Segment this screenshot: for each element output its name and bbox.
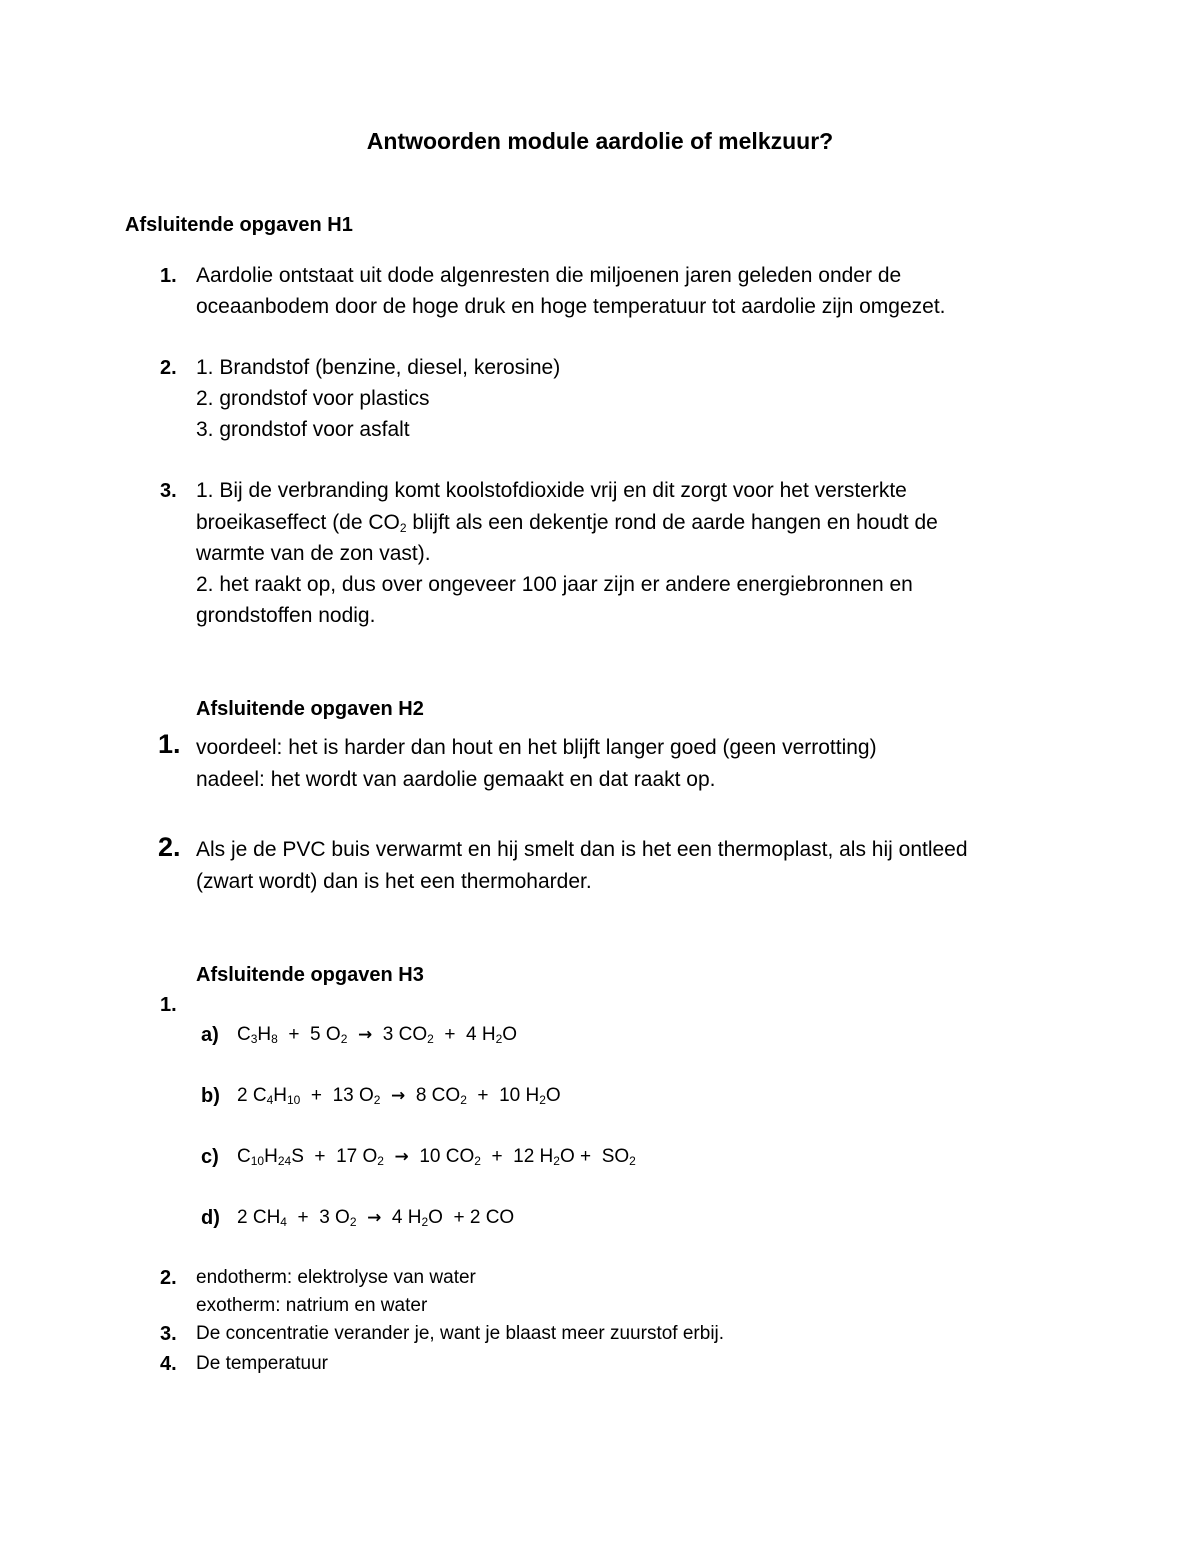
question-number: 1. bbox=[160, 994, 177, 1016]
page-title: Antwoorden module aardolie of melkzuur? bbox=[366, 128, 834, 154]
formula-text: H bbox=[257, 1024, 272, 1045]
subscript: 10 bbox=[287, 1093, 301, 1107]
question-number: 2. bbox=[160, 357, 177, 379]
formula-text: + 4 H bbox=[433, 1024, 496, 1045]
subscript: 4 bbox=[266, 1093, 274, 1107]
formula-text: + 3 O bbox=[286, 1207, 350, 1228]
formula-text: 10 CO bbox=[419, 1146, 475, 1167]
reaction-equation-d bbox=[237, 1207, 514, 1229]
subscript: 2 bbox=[373, 1093, 381, 1107]
formula-text: O + 2 CO bbox=[428, 1207, 515, 1228]
answer-line: grondstoffen nodig. bbox=[196, 604, 376, 627]
section-heading-h1: Afsluitende opgaven H1 bbox=[125, 214, 353, 236]
formula-text: O + SO bbox=[559, 1146, 630, 1167]
formula-text: C bbox=[237, 1024, 251, 1045]
formula-text: 4 H bbox=[391, 1207, 422, 1228]
question-number: 4. bbox=[160, 1353, 177, 1375]
formula-text: 2 C bbox=[237, 1085, 267, 1106]
answer-line: Als je de PVC buis verwarmt en hij smelt dan is het een thermoplast, als hij ontleed bbox=[196, 838, 968, 861]
subscript: 2 bbox=[399, 521, 407, 535]
formula-text: + 12 H bbox=[480, 1146, 554, 1167]
answer-line: voordeel: het is harder dan hout en het blijft langer goed (geen verrotting) bbox=[196, 736, 877, 759]
subscript: 2 bbox=[349, 1215, 357, 1229]
subscript: 2 bbox=[340, 1032, 348, 1046]
subscript: 2 bbox=[460, 1093, 467, 1107]
subscript: 2 bbox=[553, 1154, 560, 1168]
formula-text: 8 CO bbox=[415, 1085, 461, 1106]
answer-text: broeikaseffect (de CO bbox=[196, 511, 400, 534]
question-number: 2. bbox=[160, 1267, 177, 1289]
formula-text: C bbox=[237, 1146, 251, 1167]
subscript: 2 bbox=[377, 1154, 384, 1168]
subscript: 2 bbox=[421, 1215, 429, 1229]
answer-line: Aardolie ontstaat uit dode algenresten die miljoenen jaren geleden onder de bbox=[196, 264, 902, 287]
subscript: 2 bbox=[629, 1154, 636, 1168]
formula-text: H bbox=[264, 1146, 278, 1167]
question-number: 1. bbox=[160, 265, 177, 287]
subscript: 2 bbox=[427, 1032, 434, 1046]
answer-line: (zwart wordt) dan is het een thermoharder. bbox=[196, 870, 592, 893]
question-number: 2. bbox=[158, 832, 181, 862]
equation-label: b) bbox=[201, 1085, 220, 1107]
question-number: 3. bbox=[160, 480, 177, 502]
subscript: 4 bbox=[280, 1215, 287, 1229]
subscript: 2 bbox=[539, 1093, 546, 1107]
answer-line bbox=[196, 511, 938, 535]
formula-text: S + 17 O bbox=[291, 1146, 378, 1167]
formula-text: H bbox=[273, 1085, 287, 1106]
formula-text: 3 CO bbox=[382, 1024, 428, 1045]
reaction-equation-c bbox=[237, 1146, 636, 1168]
answer-line: warmte van de zon vast). bbox=[196, 542, 431, 565]
subscript: 2 bbox=[495, 1032, 503, 1046]
answer-line: De temperatuur bbox=[196, 1353, 329, 1374]
answer-line: 1. Bij de verbranding komt koolstofdioxide vrij en dit zorgt voor het versterkte bbox=[196, 479, 907, 502]
subscript: 24 bbox=[277, 1154, 292, 1168]
formula-text: + 13 O bbox=[300, 1085, 374, 1106]
answer-line: oceaanbodem door de hoge druk en hoge temperatuur tot aardolie zijn omgezet. bbox=[196, 295, 946, 318]
arrow-icon: → bbox=[394, 1147, 409, 1167]
answer-line: 1. Brandstof (benzine, diesel, kerosine) bbox=[196, 356, 561, 379]
equation-label: a) bbox=[201, 1024, 219, 1046]
question-number: 1. bbox=[158, 729, 181, 759]
question-number: 3. bbox=[160, 1323, 177, 1345]
subscript: 3 bbox=[250, 1032, 258, 1046]
section-heading-h2: Afsluitende opgaven H2 bbox=[196, 698, 424, 720]
answer-line: nadeel: het wordt van aardolie gemaakt en dat raakt op. bbox=[196, 768, 716, 791]
equation-label: d) bbox=[201, 1207, 220, 1229]
equation-label: c) bbox=[201, 1146, 219, 1168]
formula-text: 2 CH bbox=[237, 1207, 281, 1228]
arrow-icon: → bbox=[367, 1208, 382, 1228]
answer-line: exotherm: natrium en water bbox=[196, 1295, 428, 1316]
arrow-icon: → bbox=[357, 1025, 373, 1045]
arrow-icon: → bbox=[391, 1086, 406, 1106]
reaction-equation-b bbox=[237, 1085, 561, 1107]
answer-line: 2. grondstof voor plastics bbox=[196, 387, 430, 410]
section-heading-h3: Afsluitende opgaven H3 bbox=[196, 964, 424, 986]
subscript: 10 bbox=[250, 1154, 265, 1168]
answer-line: 2. het raakt op, dus over ongeveer 100 jaar zijn er andere energiebronnen en bbox=[196, 573, 913, 596]
subscript: 8 bbox=[271, 1032, 278, 1046]
answer-line: De concentratie verander je, want je blaast meer zuurstof erbij. bbox=[196, 1323, 725, 1344]
formula-text: O bbox=[545, 1085, 561, 1106]
formula-text: + 5 O bbox=[277, 1024, 341, 1045]
answer-line: endotherm: elektrolyse van water bbox=[196, 1267, 476, 1288]
reaction-equation-a bbox=[237, 1024, 517, 1046]
formula-text: O bbox=[502, 1024, 518, 1045]
subscript: 2 bbox=[474, 1154, 481, 1168]
formula-text: + 10 H bbox=[466, 1085, 540, 1106]
answer-text: blijft als een dekentje rond de aarde hangen en houdt de bbox=[406, 511, 938, 534]
answer-line: 3. grondstof voor asfalt bbox=[196, 418, 410, 441]
